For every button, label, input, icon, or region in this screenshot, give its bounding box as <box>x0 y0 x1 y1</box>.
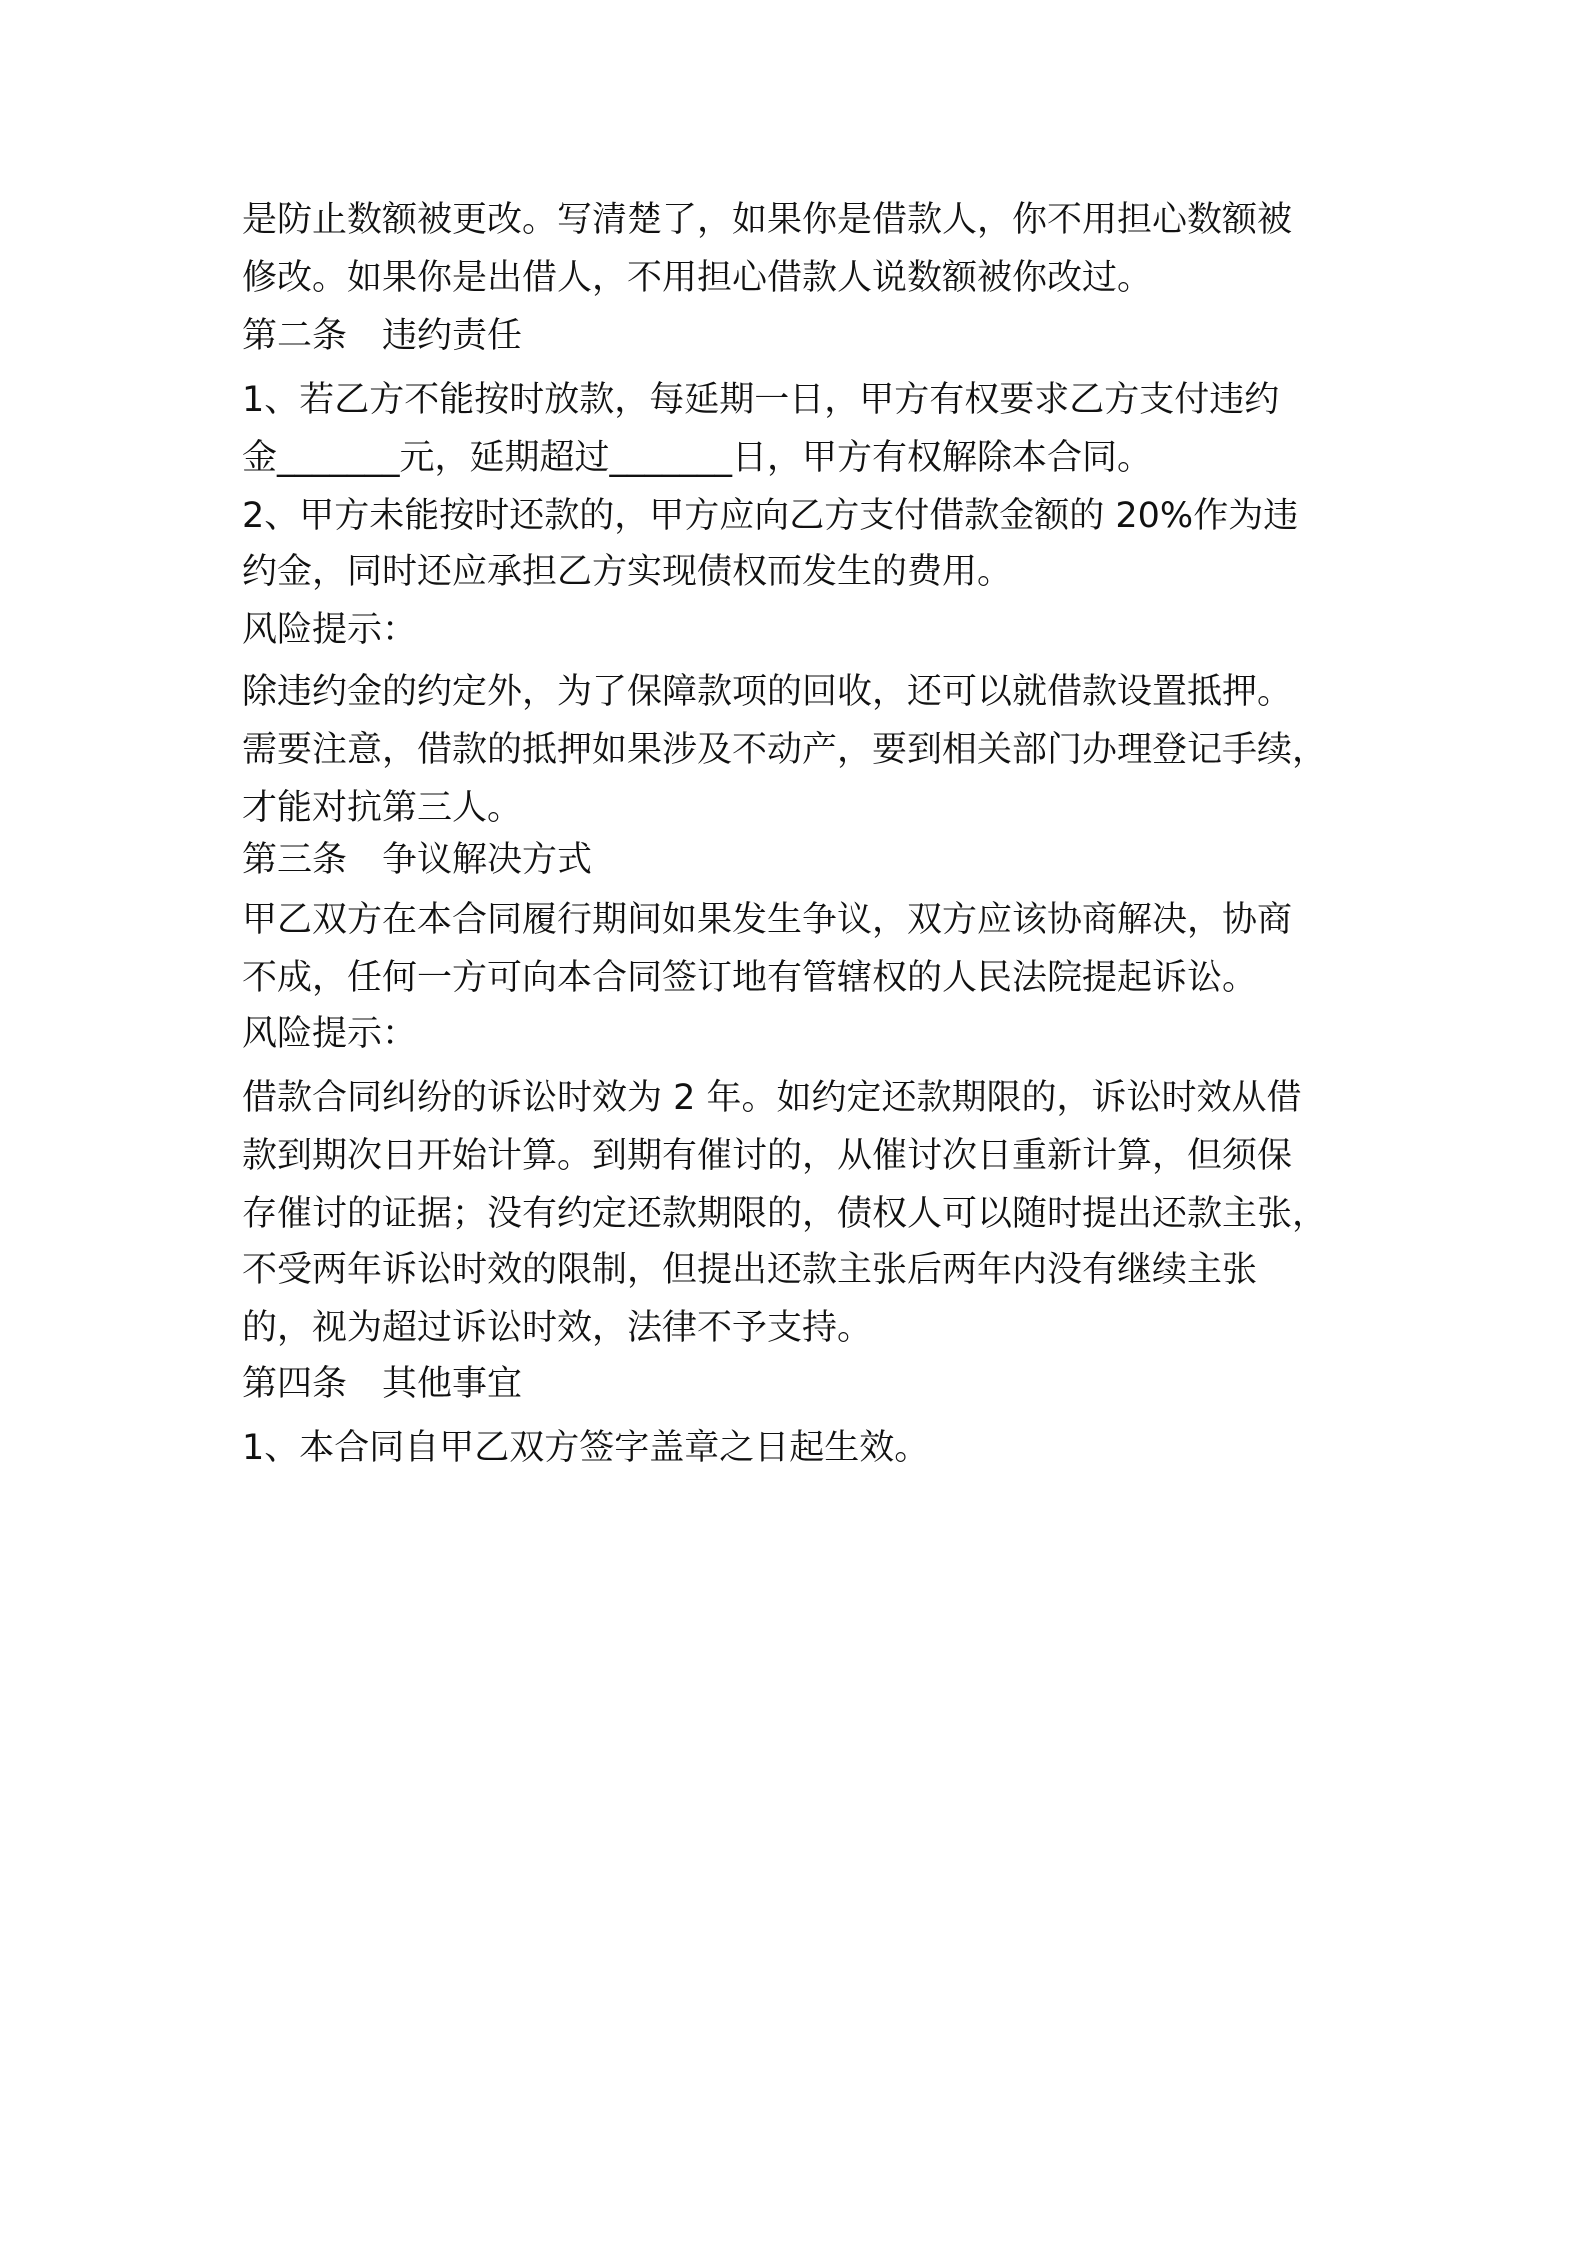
paragraph-line: 不成，任何一方可向本合同签订地有管辖权的人民法院提起诉讼。 <box>242 958 1258 998</box>
paragraph-line: 款到期次日开始计算。到期有催讨的，从催讨次日重新计算，但须保 <box>242 1136 1293 1176</box>
paragraph-line: 借款合同纠纷的诉讼时效为 2 年。如约定还款期限的，诉讼时效从借 <box>242 1078 1302 1118</box>
paragraph-line: 修改。如果你是出借人，不用担心借款人说数额被你改过。 <box>242 258 1153 298</box>
paragraph-line: 甲乙双方在本合同履行期间如果发生争议，双方应该协商解决，协商 <box>242 900 1293 940</box>
risk-tip-heading: 风险提示： <box>242 610 418 650</box>
paragraph-line: 才能对抗第三人。 <box>242 788 523 828</box>
paragraph-line: 1、本合同自甲乙双方签字盖章之日起生效。 <box>242 1428 930 1468</box>
paragraph-line: 不受两年诉讼时效的限制，但提出还款主张后两年内没有继续主张 <box>242 1250 1258 1290</box>
paragraph-line: 2、甲方未能按时还款的，甲方应向乙方支付借款金额的 20%作为违 <box>242 496 1299 536</box>
paragraph-line: 除违约金的约定外，为了保障款项的回收，还可以就借款设置抵押。 <box>242 672 1293 712</box>
risk-tip-heading: 风险提示： <box>242 1014 418 1054</box>
article-heading: 第四条 其他事宜 <box>242 1364 523 1404</box>
paragraph-line: 是防止数额被更改。写清楚了，如果你是借款人，你不用担心数额被 <box>242 200 1293 240</box>
article-heading: 第二条 违约责任 <box>242 316 523 356</box>
paragraph-line: 1、若乙方不能按时放款，每延期一日，甲方有权要求乙方支付违约 <box>242 380 1280 420</box>
article-heading: 第三条 争议解决方式 <box>242 840 593 880</box>
paragraph-line: 需要注意，借款的抵押如果涉及不动产，要到相关部门办理登记手续， <box>242 730 1328 770</box>
paragraph-line: 存催讨的证据；没有约定还款期限的，债权人可以随时提出还款主张， <box>242 1194 1328 1234</box>
paragraph-line: 金_______元，延期超过_______日，甲方有权解除本合同。 <box>242 438 1153 478</box>
paragraph-line: 约金，同时还应承担乙方实现债权而发生的费用。 <box>242 552 1013 592</box>
paragraph-line: 的，视为超过诉讼时效，法律不予支持。 <box>242 1308 873 1348</box>
